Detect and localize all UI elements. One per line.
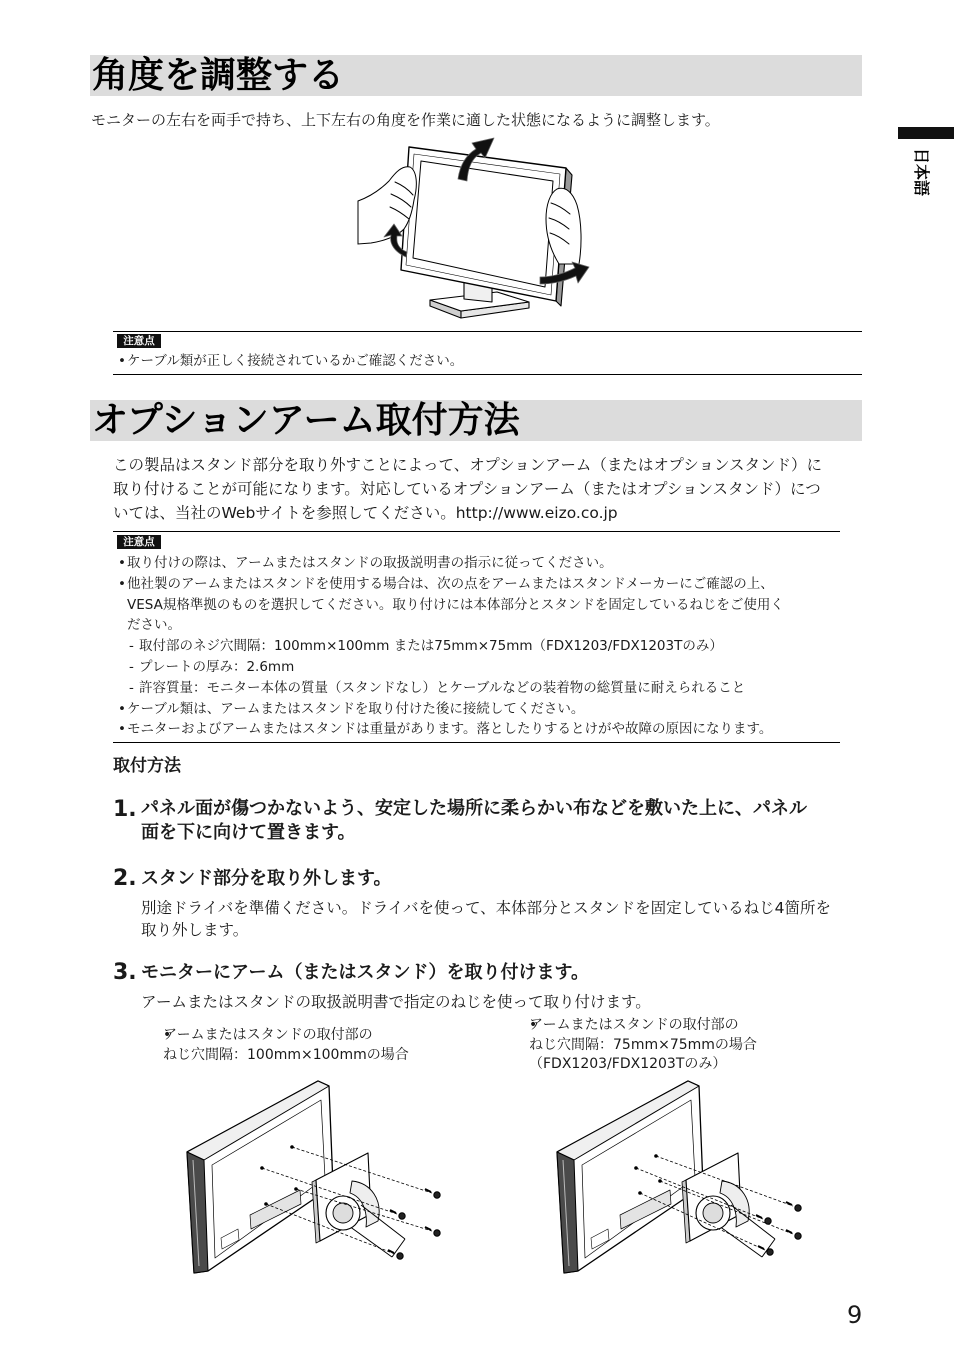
caution-label: 注意点 bbox=[117, 334, 161, 348]
caution-item-continued: ださい。 bbox=[127, 617, 181, 634]
step-body-line: アームまたはスタンドの取扱説明書で指定のねじを使って取り付けます。 bbox=[141, 993, 651, 1011]
note-top-rule bbox=[113, 531, 840, 532]
step-1-number: 1. bbox=[113, 797, 137, 822]
paragraph-line: いては、当社のWebサイトを参照してください。http://www.eizo.co.jp bbox=[113, 504, 618, 522]
procedure-heading: 取付方法 bbox=[113, 756, 181, 776]
caption-line: • アームまたはスタンドの取付部の bbox=[517, 1016, 757, 1036]
step-2-title bbox=[141, 867, 392, 891]
language-tab-bar bbox=[898, 127, 954, 139]
caution-label: 注意点 bbox=[117, 535, 161, 549]
step-title-line: パネル面が傷つかないよう、安定した場所に柔らかい布などを敷いた上に、パネル bbox=[141, 798, 807, 819]
step-body-line: 別途ドライバを準備ください。ドライバを使って、本体部分とスタンドを固定しているねじ4箇所を bbox=[141, 899, 832, 917]
note-top-rule bbox=[113, 331, 862, 332]
caution-item: • 取り付けの際は、アームまたはスタンドの取扱説明書の指示に従ってください。 bbox=[118, 553, 784, 574]
illustration-75mm-group bbox=[557, 1081, 801, 1273]
step-title-line: 面を下に向けて置きます。 bbox=[141, 822, 356, 843]
angle-intro-text: モニターの左右を両手で持ち、上下左右の角度を作業に適した状態になるように調整します。 bbox=[91, 111, 720, 129]
arm-mount-paragraph bbox=[113, 453, 822, 525]
caution-item-continued: VESA規格準拠のものを選択してください。取り付けには本体部分とスタンドを固定しているねじをご使用く bbox=[127, 596, 784, 613]
screw-icon bbox=[786, 1202, 801, 1211]
screw-icon bbox=[786, 1230, 801, 1239]
arm-mount-illustration-100mm bbox=[180, 1075, 450, 1280]
step-1-title bbox=[141, 797, 807, 845]
caution-sub-item: - プレートの厚み：2.6mm bbox=[118, 657, 784, 678]
caution-item: • 他社製のアームまたはスタンドを使用する場合は、次の点をアームまたはスタンドメーカーにご確認の上、 bbox=[118, 574, 784, 595]
page-number: 9 bbox=[847, 1301, 863, 1329]
caption-line: （FDX1203/FDX1203Tのみ） bbox=[529, 1056, 727, 1072]
screw-icon bbox=[425, 1189, 440, 1198]
caution-list bbox=[118, 553, 784, 740]
language-tab-label: 日本語 bbox=[912, 148, 931, 197]
caution-list bbox=[118, 351, 463, 372]
paragraph-line: 取り付けることが可能になります。対応しているオプションアーム（またはオプションスタンド）につ bbox=[113, 480, 821, 498]
step-title-line: スタンド部分を取り外します。 bbox=[141, 868, 392, 889]
step-body-line: 取り外します。 bbox=[141, 921, 249, 939]
note-bottom-rule bbox=[113, 374, 862, 375]
caption-100mm bbox=[150, 1026, 409, 1065]
paragraph-line: この製品はスタンド部分を取り外すことによって、オプションアーム（またはオプションスタンド）に bbox=[113, 456, 822, 474]
caption-line: ねじ穴間隔：75mm×75mmの場合 bbox=[529, 1036, 757, 1053]
caution-item: • モニターおよびアームまたはスタンドは重量があります。落としたりするとけがや故障の原因になります。 bbox=[118, 719, 784, 740]
screws bbox=[388, 1189, 440, 1259]
screw-icon bbox=[390, 1210, 405, 1219]
step-3-title bbox=[141, 961, 589, 985]
caution-sub-item: - 許容質量：モニター本体の質量（スタンドなし）とケーブルなどの装着物の総質量に耐えられること bbox=[118, 678, 784, 699]
monitor-back-body bbox=[187, 1081, 333, 1273]
step-title-line: モニターにアーム（またはスタンド）を取り付けます。 bbox=[141, 962, 590, 983]
arm-mount-illustration-75mm bbox=[550, 1075, 820, 1280]
monitor-angle-illustration bbox=[355, 135, 595, 330]
caution-item: • ケーブル類は、アームまたはスタンドを取り付けた後に接続してください。 bbox=[118, 699, 784, 720]
monitor-back-body bbox=[557, 1081, 703, 1273]
screw-icon bbox=[758, 1246, 773, 1255]
caption-75mm bbox=[517, 1016, 757, 1075]
section-heading-arm-mount: オプションアーム取付方法 bbox=[90, 400, 862, 441]
step-2-body bbox=[141, 897, 831, 941]
section-heading-angle: 角度を調整する bbox=[90, 55, 862, 96]
caption-line: ねじ穴間隔：100mm×100mmの場合 bbox=[163, 1046, 409, 1063]
step-2-number: 2. bbox=[113, 866, 137, 891]
caution-sub-item: - 取付部のネジ穴間隔：100mm×100mm または75mm×75mm（FDX1203/FDX1203Tのみ） bbox=[118, 636, 784, 657]
screw-icon bbox=[756, 1215, 771, 1224]
step-3-body bbox=[141, 991, 651, 1013]
caption-line: • アームまたはスタンドの取付部の bbox=[150, 1026, 409, 1046]
note-bottom-rule bbox=[113, 742, 840, 743]
step-3-number: 3. bbox=[113, 960, 137, 985]
caution-item: • ケーブル類が正しく接続されているかご確認ください。 bbox=[118, 351, 463, 372]
screw-icon bbox=[425, 1227, 440, 1236]
